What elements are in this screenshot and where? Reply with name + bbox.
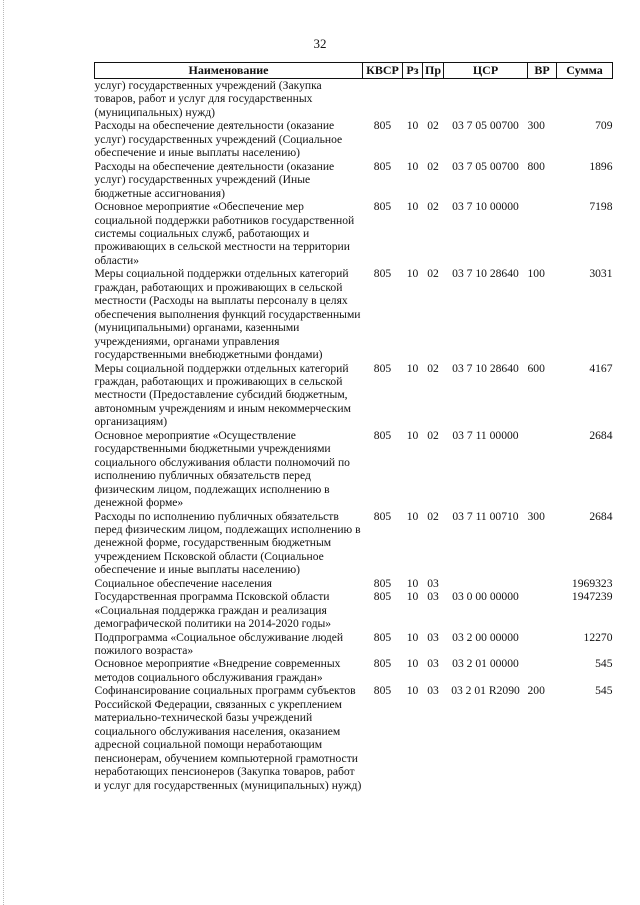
header-csr: ЦСР: [444, 63, 528, 79]
row-rz: 10: [406, 428, 419, 442]
row-rz: [403, 79, 423, 120]
table-row: [95, 119, 613, 159]
row-pr: 03: [427, 630, 439, 644]
row-rz: 10: [406, 576, 419, 590]
row-name: Государственная программа Псковской области «Социальная поддержка граждан и реализация демографической политики на 2014-2020 годы»: [94, 590, 332, 631]
row-csr: 03 0 00 00000: [452, 590, 519, 604]
row-sum: 1896: [589, 159, 613, 173]
row-csr: 03 7 10 28640: [452, 267, 519, 281]
row-rz: 10: [406, 684, 419, 698]
table-row: [95, 429, 613, 510]
table-row: [95, 510, 613, 577]
header-name: Наименование: [95, 63, 363, 79]
table-row: [95, 590, 613, 630]
row-pr: 02: [427, 509, 439, 523]
row-name: Основное мероприятие «Осуществление государственными бюджетными учреждениями социального обслуживания области полномочий по исполнению публичных обязательств перед физическим лицом, подлежащих исполнению в денежной форме»: [94, 428, 350, 510]
row-pr: 03: [427, 576, 439, 590]
row-csr: 03 2 01 00000: [452, 657, 519, 671]
row-sum: 4167: [589, 361, 613, 375]
table-row: [95, 200, 613, 267]
row-pr: [423, 79, 444, 120]
row-csr: [444, 79, 528, 120]
row-sum: 709: [595, 119, 613, 133]
row-sum: 545: [595, 684, 613, 698]
row-vr: [528, 429, 557, 510]
row-rz: 10: [406, 509, 419, 523]
row-vr: 800: [527, 159, 545, 173]
row-csr: 03 7 10 28640: [452, 361, 519, 375]
table-row: [95, 79, 613, 120]
row-pr: 03: [427, 590, 439, 604]
row-kvsr: 805: [373, 428, 392, 442]
row-kvsr: 805: [373, 590, 392, 604]
row-sum: 1947239: [571, 590, 613, 604]
row-vr: 200: [527, 684, 545, 698]
page-number: 32: [313, 36, 327, 51]
row-name: Расходы на обеспечение деятельности (оказание услуг) государственных учреждений (Социальное обеспечение и иные выплаты населению): [94, 119, 343, 160]
row-vr: 300: [527, 119, 545, 133]
scan-edge: [3, 0, 4, 905]
row-csr: 03 2 00 00000: [452, 630, 519, 644]
row-kvsr: 805: [373, 576, 392, 590]
table-row: [95, 657, 613, 684]
row-pr: 02: [427, 159, 439, 173]
table-row: [95, 362, 613, 429]
row-name: Меры социальной поддержки отдельных категорий граждан, работающих и проживающих в сельской местности (Расходы на выплаты персоналу в целях обеспечения выполнения функций государственными (муниципальными) органами, казенными учреждениями, органами управления государственными внебюджетными фондами): [94, 267, 361, 362]
table-body: [95, 79, 613, 793]
table-row: [95, 577, 613, 590]
row-vr: [528, 577, 557, 590]
row-rz: 10: [406, 657, 419, 671]
row-sum: 2684: [589, 509, 613, 523]
row-name: Софинансирование социальных программ субъектов Российской Федерации, связанных с укреплением материально-технической базы учреждений социального обслуживания населения, оказанием адресной социальной помощи неработающим пенсионерам, обучением компьютерной грамотности неработающих пенсионеров (Закупка товаров, работ и услуг для государственных (муниципальных) нужд): [94, 684, 362, 792]
row-rz: 10: [406, 119, 419, 133]
row-rz: 10: [406, 361, 419, 375]
row-csr: 03 7 11 00000: [452, 428, 519, 442]
table-row: [95, 684, 613, 792]
row-pr: 03: [427, 684, 439, 698]
row-vr: [528, 657, 557, 684]
row-kvsr: 805: [373, 361, 392, 375]
row-rz: 10: [406, 590, 419, 604]
row-sum: 3031: [589, 267, 613, 281]
header-sum: Сумма: [557, 63, 613, 79]
row-vr: [528, 590, 557, 630]
row-sum: 1969323: [571, 576, 613, 590]
budget-table: [94, 62, 613, 792]
row-sum: [557, 79, 613, 120]
row-csr: [444, 577, 528, 590]
table-header-row: [95, 63, 613, 79]
row-pr: 02: [427, 361, 439, 375]
row-vr: 300: [527, 509, 545, 523]
row-kvsr: 805: [373, 657, 392, 671]
row-kvsr: 805: [373, 267, 392, 281]
table-row: [95, 631, 613, 658]
row-pr: 02: [427, 428, 439, 442]
row-name: Расходы по исполнению публичных обязательств перед физическим лицом, подлежащих исполнению в денежной форме, государственным бюджетным учреждением Псковской области (Социальное обеспечение и иные выплаты населению): [94, 509, 361, 577]
table-row: [95, 267, 613, 361]
row-pr: 02: [427, 200, 439, 214]
row-vr: 600: [527, 361, 545, 375]
row-pr: 02: [427, 119, 439, 133]
row-kvsr: 805: [373, 509, 392, 523]
row-csr: 03 7 05 00700: [452, 159, 519, 173]
row-rz: 10: [406, 630, 419, 644]
row-kvsr: [363, 79, 403, 120]
row-name: Социальное обеспечение населения: [94, 576, 273, 590]
header-kvsr: КВСР: [363, 63, 403, 79]
row-vr: 100: [527, 267, 545, 281]
row-vr: [528, 79, 557, 120]
row-csr: 03 7 11 00710: [452, 509, 519, 523]
row-csr: 03 7 05 00700: [452, 119, 519, 133]
row-kvsr: 805: [373, 684, 392, 698]
row-kvsr: 805: [373, 630, 392, 644]
row-sum: 545: [595, 657, 613, 671]
row-kvsr: 805: [373, 159, 392, 173]
header-vr: ВР: [528, 63, 557, 79]
row-vr: [528, 200, 557, 267]
row-vr: [528, 631, 557, 658]
row-sum: 12270: [583, 630, 613, 644]
row-name: Меры социальной поддержки отдельных категорий граждан, работающих и проживающих в сельской местности (Предоставление субсидий бюджетным, автономным учреждениям и иным некоммерческим организациям): [94, 361, 351, 429]
table-row: [95, 160, 613, 200]
row-csr: 03 2 01 R2090: [451, 684, 520, 698]
row-name: Основное мероприятие «Внедрение современных методов социального обслуживания граждан»: [94, 657, 341, 684]
row-name: услуг) государственных учреждений (Закупка товаров, работ и услуг для государственных (муниципальных) нужд): [94, 79, 322, 119]
row-rz: 10: [406, 267, 419, 281]
row-rz: 10: [406, 159, 419, 173]
row-name: Расходы на обеспечение деятельности (оказание услуг) государственных учреждений (Иные бюджетные ассигнования): [94, 159, 335, 200]
row-pr: 02: [427, 267, 439, 281]
row-kvsr: 805: [373, 119, 392, 133]
row-csr: 03 7 10 00000: [452, 200, 519, 214]
header-rz: Рз: [403, 63, 423, 79]
row-name: Подпрограмма «Социальное обслуживание людей пожилого возраста»: [94, 630, 344, 658]
header-pr: Пр: [423, 63, 444, 79]
row-sum: 7198: [589, 200, 613, 214]
row-rz: 10: [406, 200, 419, 214]
row-name: Основное мероприятие «Обеспечение мер социальной поддержки работников государственной системы социальных служб, работающих и проживающих в сельской местности на территории области»: [94, 200, 355, 267]
row-pr: 03: [427, 657, 439, 671]
row-sum: 2684: [589, 428, 613, 442]
row-kvsr: 805: [373, 200, 392, 214]
